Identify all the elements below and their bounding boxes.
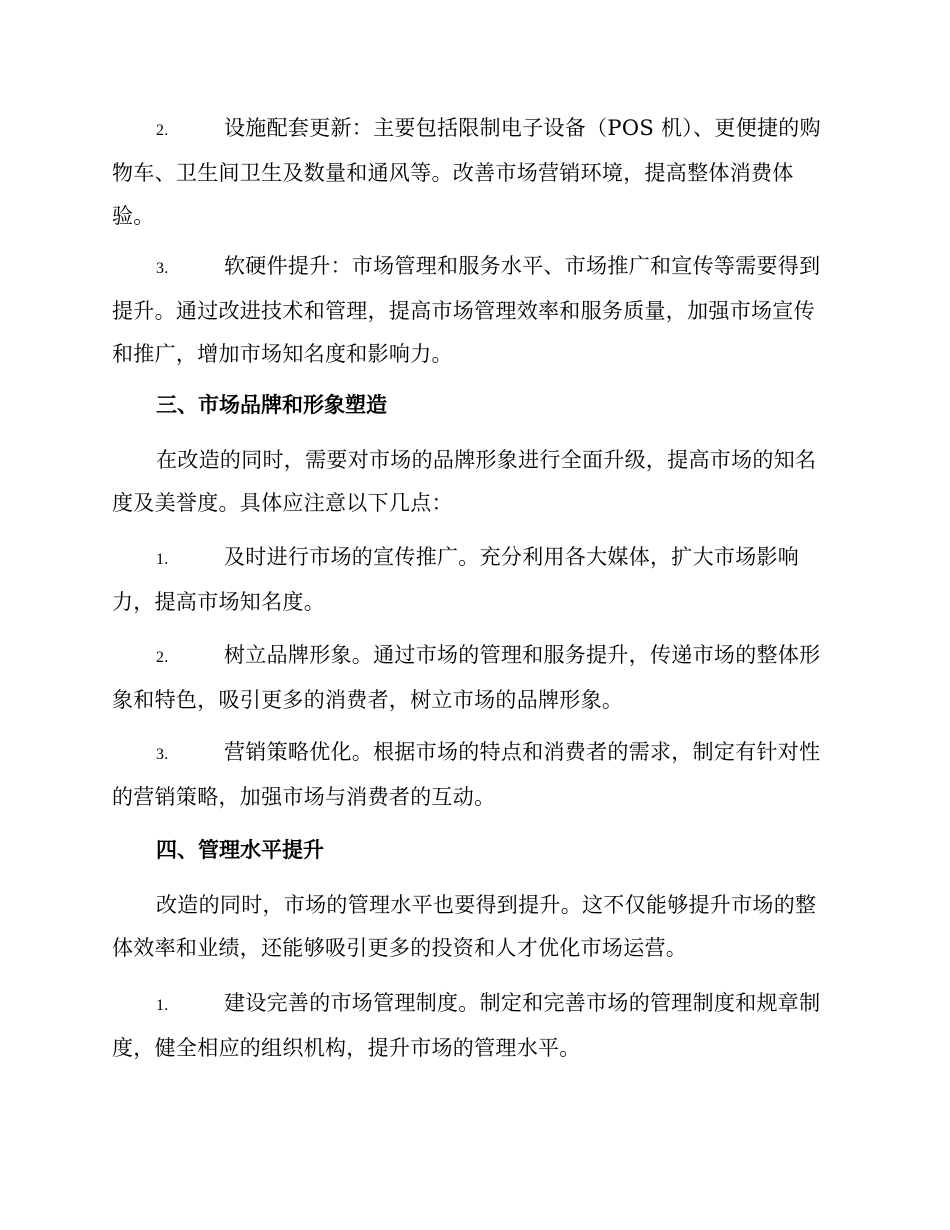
list-item-facilities (112, 107, 834, 238)
list-number: 1. (156, 551, 169, 568)
list-number: 2. (156, 122, 169, 139)
paragraph-management-intro: 改造的同时，市场的管理水平也要得到提升。这不仅能够提升市场的整体效率和业绩，还能够吸引更多的投资和人才优化市场运营。 (112, 893, 817, 960)
section-heading-brand: 三、市场品牌和形象塑造 (156, 393, 387, 417)
list-item-promotion (112, 536, 834, 624)
list-text: 营销策略优化。根据市场的特点和消费者的需求，制定有针对性的营销策略，加强市场与消费者的互动。 (112, 740, 821, 809)
list-number: 2. (156, 649, 169, 666)
list-text: 软硬件提升：市场管理和服务水平、市场推广和宣传等需要得到提升。通过改进技术和管理，提高市场管理效率和服务质量，加强市场宣传和推广，增加市场知名度和影响力。 (112, 254, 821, 366)
list-number: 3. (156, 746, 169, 763)
list-text: 树立品牌形象。通过市场的管理和服务提升，传递市场的整体形象和特色，吸引更多的消费者，树立市场的品牌形象。 (112, 643, 821, 712)
paragraph-brand-intro: 在改造的同时，需要对市场的品牌形象进行全面升级，提高市场的知名度及美誉度。具体应注意以下几点： (112, 448, 817, 515)
list-item-management-system (112, 982, 834, 1070)
list-item-marketing (112, 731, 834, 819)
list-item-hardware-software (112, 245, 834, 376)
list-text: 设施配套更新：主要包括限制电子设备（POS 机）、更便捷的购物车、卫生间卫生及数量和通风等。改善市场营销环境，提高整体消费体验。 (112, 116, 821, 228)
list-text: 建设完善的市场管理制度。制定和完善市场的管理制度和规章制度，健全相应的组织机构，提升市场的管理水平。 (112, 991, 821, 1060)
list-number: 1. (156, 997, 169, 1014)
list-number: 3. (156, 260, 169, 277)
section-heading-management: 四、管理水平提升 (156, 838, 324, 862)
list-text: 及时进行市场的宣传推广。充分利用各大媒体，扩大市场影响力，提高市场知名度。 (112, 545, 800, 614)
list-item-brand-image (112, 634, 834, 722)
